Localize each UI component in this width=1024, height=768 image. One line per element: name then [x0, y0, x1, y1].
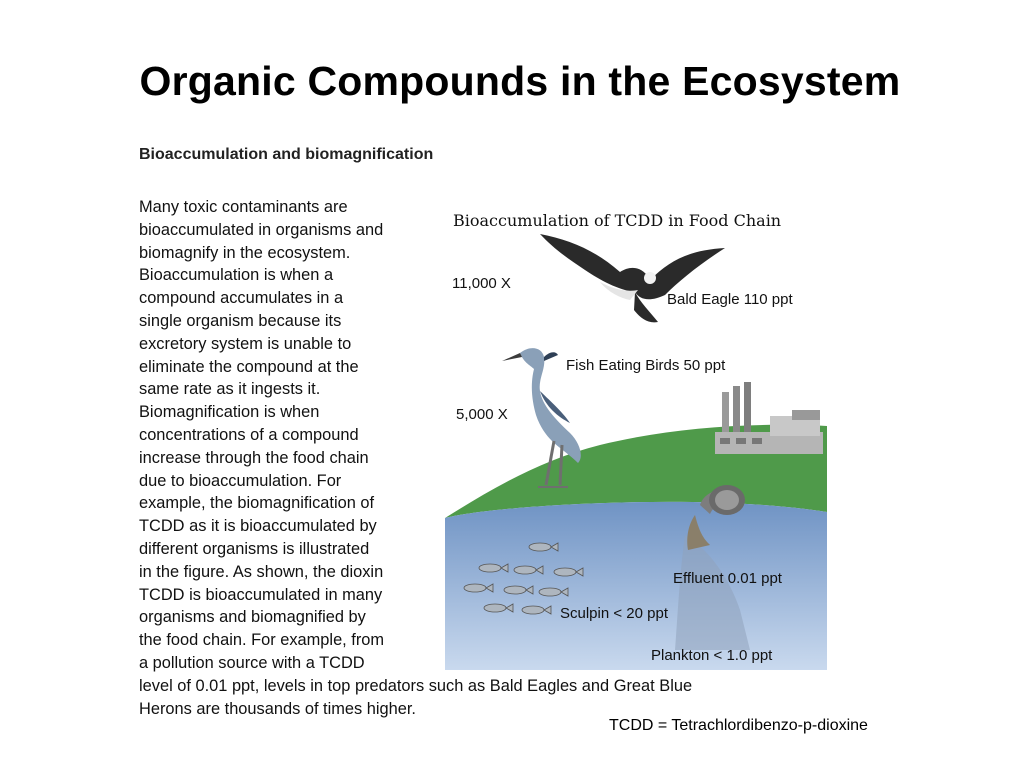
- label-bald-eagle: Bald Eagle 110 ppt: [667, 291, 793, 308]
- body-line: different organisms is illustrated: [139, 539, 370, 558]
- body-line: eliminate the compound at the: [139, 357, 359, 376]
- body-line: level of 0.01 ppt, levels in top predators such as Bald Eagles and Great Blue: [139, 676, 693, 695]
- body-line: example, the biomagnification of: [139, 494, 375, 513]
- body-line: increase through the food chain: [139, 448, 369, 467]
- body-line: Herons are thousands of times higher.: [139, 699, 416, 718]
- panel-heading: Bioaccumulation and biomagnification: [139, 146, 434, 163]
- body-line: compound accumulates in a: [139, 289, 344, 308]
- factory-illustration: [715, 382, 823, 454]
- body-line: Bioaccumulation is when a: [139, 266, 334, 285]
- body-line: bioaccumulated in organisms and: [139, 220, 384, 239]
- body-line: in the figure. As shown, the dioxin: [139, 562, 384, 581]
- label-plankton: Plankton < 1.0 ppt: [651, 647, 773, 664]
- body-line: TCDD is bioaccumulated in many: [139, 585, 383, 604]
- body-line: concentrations of a compound: [139, 425, 359, 444]
- body-line: same rate as it ingests it.: [139, 380, 321, 399]
- body-line: single organism because its: [139, 311, 342, 330]
- footnote: TCDD = Tetrachlordibenzo-p-dioxine: [609, 717, 868, 734]
- body-line: a pollution source with a TCDD: [139, 653, 365, 672]
- body-line: biomagnify in the ecosystem.: [139, 243, 351, 262]
- factor-eagle: 11,000 X: [452, 275, 511, 292]
- bioaccumulation-panel: [130, 140, 830, 722]
- body-line: Biomagnification is when: [139, 403, 320, 422]
- body-line: Many toxic contaminants are: [139, 198, 348, 216]
- body-line: the food chain. For example, from: [139, 631, 385, 650]
- label-sculpin: Sculpin < 20 ppt: [560, 605, 668, 622]
- label-fish-eating-birds: Fish Eating Birds 50 ppt: [566, 357, 726, 374]
- body-line: due to bioaccumulation. For: [139, 471, 342, 490]
- bald-eagle-illustration: [540, 234, 725, 322]
- body-line: excretory system is unable to: [139, 334, 352, 353]
- body-line: TCDD as it is bioaccumulated by: [139, 517, 377, 536]
- figure-title: Bioaccumulation of TCDD in Food Chain: [453, 211, 782, 230]
- label-effluent: Effluent 0.01 ppt: [673, 570, 782, 587]
- factor-heron: 5,000 X: [456, 406, 508, 423]
- slide-title: Organic Compounds in the Ecosystem: [139, 58, 901, 104]
- body-line: organisms and biomagnified by: [139, 608, 366, 627]
